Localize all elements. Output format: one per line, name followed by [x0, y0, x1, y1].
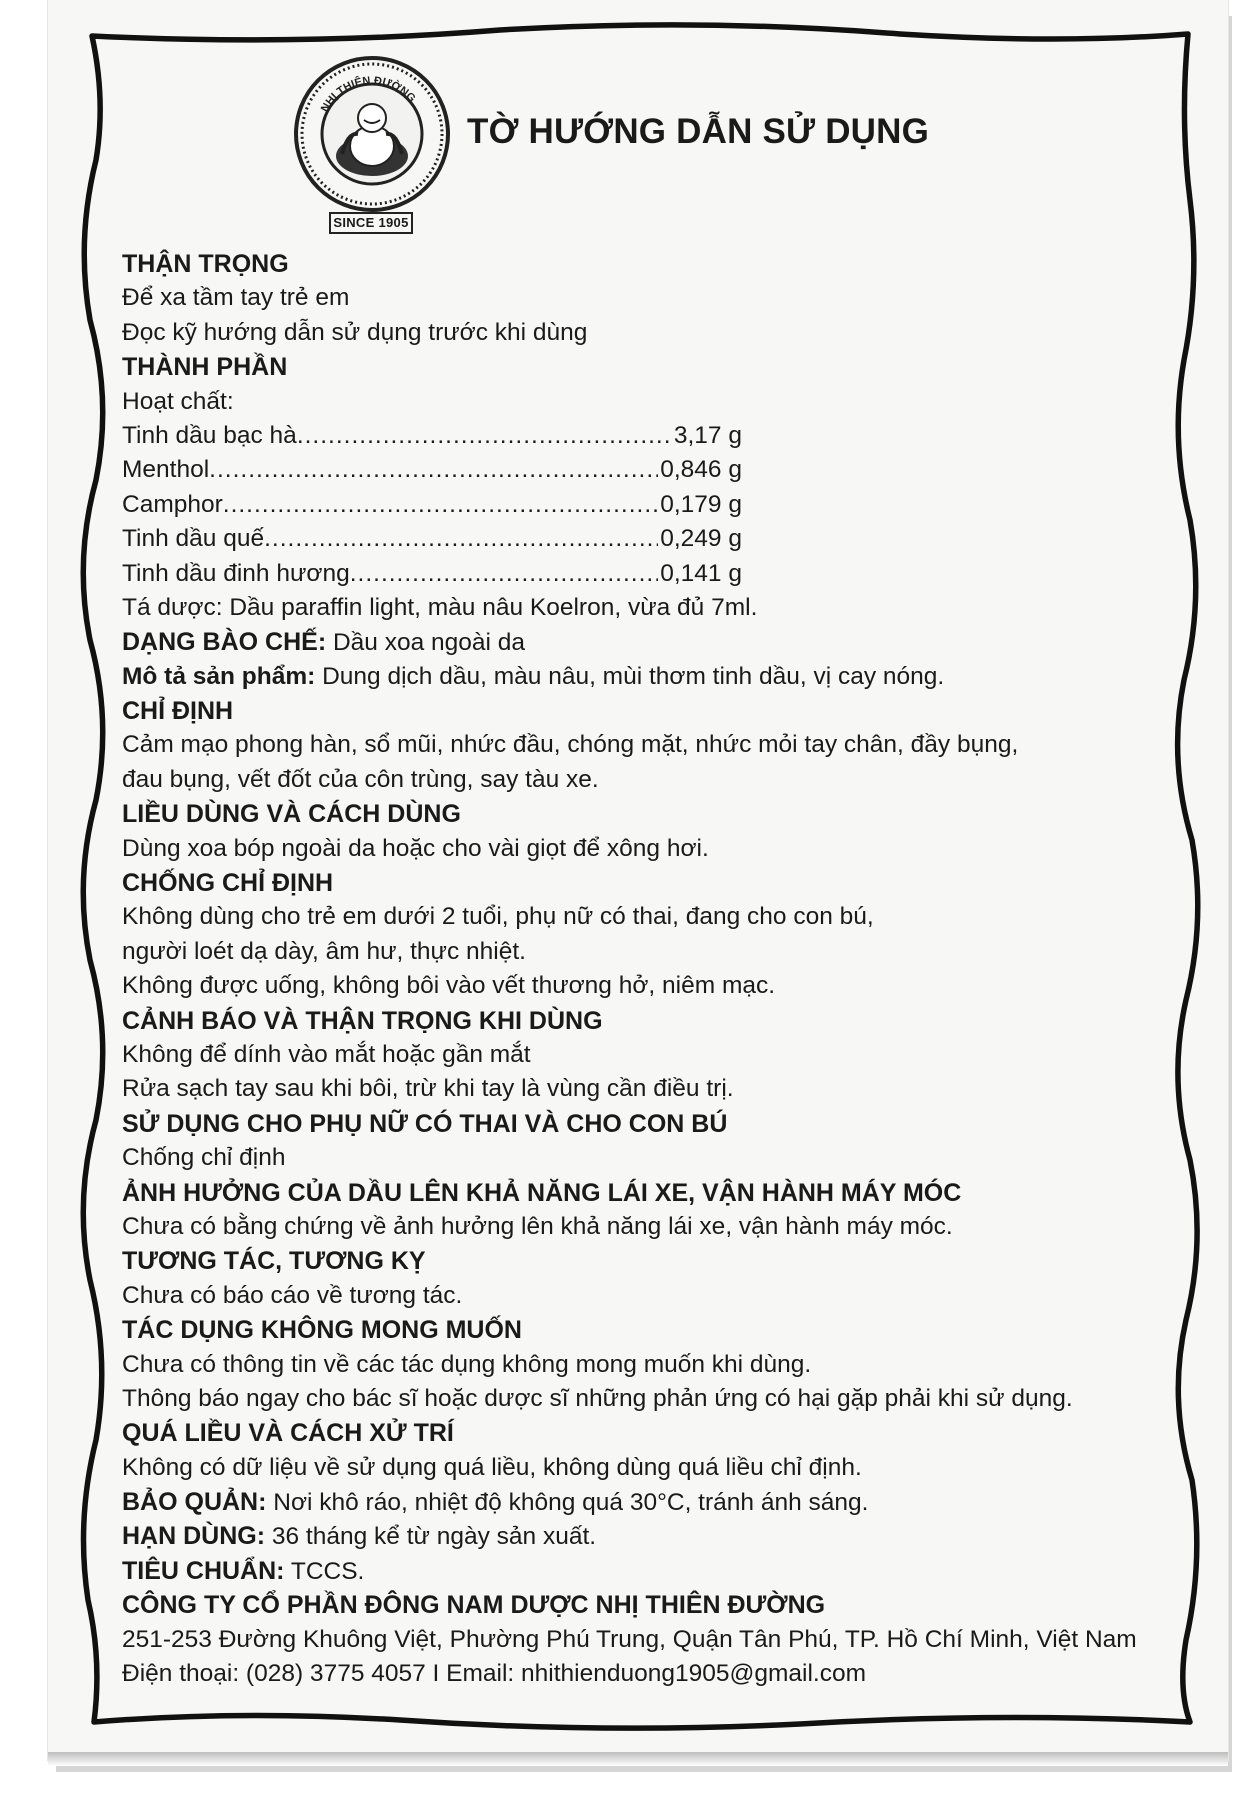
heading-chi-dinh: CHỈ ĐỊNH: [122, 697, 234, 726]
ingredient-name: Menthol: [122, 456, 210, 484]
dot-leader: [223, 488, 658, 522]
active-ingredient-label: Hoạt chất:: [122, 387, 234, 415]
expiry-value: 36 tháng kể từ ngày sản xuất.: [265, 1523, 597, 1551]
text-line: Không có dữ liệu về sử dụng quá liều, không dùng quá liều chỉ định.: [122, 1453, 862, 1481]
dot-leader: [264, 522, 658, 556]
text-line: người loét dạ dày, âm hư, thực nhiệt.: [122, 937, 526, 965]
text-line: đau bụng, vết đốt của côn trùng, say tàu xe.: [122, 765, 599, 793]
logo-text: NHỊ THIÊN ĐƯỜNG: [318, 74, 418, 115]
excipient-line: Tá dược: Dầu paraffin light, màu nâu Koelron, vừa đủ 7ml.: [122, 593, 758, 621]
ingredient-row: [122, 419, 742, 453]
ingredient-amount: 0,846 g: [660, 456, 742, 484]
company-contact: Điện thoại: (028) 3775 4057 I Email: nhithienduong1905@gmail.com: [122, 1660, 867, 1688]
text-line: Rửa sạch tay sau khi bôi, trừ khi tay là vùng cần điều trị.: [122, 1075, 734, 1103]
since-badge: SINCE 1905: [329, 212, 413, 234]
ingredient-amount: 0,141 g: [660, 559, 742, 587]
dosage-form-value: Dầu xoa ngoài da: [326, 629, 526, 657]
text-line: Dùng xoa bóp ngoài da hoặc cho vài giọt để xông hơi.: [122, 834, 709, 862]
ingredient-amount: 3,17 g: [673, 421, 742, 449]
ingredient-row: [122, 557, 742, 591]
ingredient-name: Tinh dầu bạc hà: [122, 421, 297, 449]
ingredient-name: Camphor: [122, 490, 223, 518]
text-line: Không dùng cho trẻ em dưới 2 tuổi, phụ nữ có thai, đang cho con bú,: [122, 903, 874, 931]
dot-leader: [350, 557, 659, 591]
text-line: Không để dính vào mắt hoặc gần mắt: [122, 1040, 531, 1068]
text-line: Thông báo ngay cho bác sĩ hoặc dược sĩ những phản ứng có hại gặp phải khi sử dụng.: [122, 1384, 1073, 1412]
heading-chong-chi-dinh: CHỐNG CHỈ ĐỊNH: [122, 869, 334, 898]
text-line: Chưa có bằng chứng về ảnh hưởng lên khả năng lái xe, vận hành máy móc.: [122, 1212, 953, 1240]
leaflet-body: [122, 247, 1182, 1691]
heading-tac-dung: TÁC DỤNG KHÔNG MONG MUỐN: [122, 1316, 522, 1345]
expiry-label: HẠN DÙNG:: [122, 1522, 266, 1551]
text-line: Đọc kỹ hướng dẫn sử dụng trước khi dùng: [122, 318, 588, 346]
standard-row: [122, 1554, 1182, 1588]
heading-lai-xe: ẢNH HƯỞNG CỦA DẦU LÊN KHẢ NĂNG LÁI XE, VẬN HÀNH MÁY MÓC: [122, 1178, 962, 1207]
ingredient-row: [122, 453, 742, 487]
heading-thanh-phan: THÀNH PHẦN: [122, 353, 288, 382]
storage-label: BẢO QUẢN:: [122, 1488, 267, 1517]
ingredient-name: Tinh dầu quế: [122, 525, 265, 553]
ingredient-name: Tinh dầu đinh hương: [122, 559, 350, 587]
storage-value: Nơi khô ráo, nhiệt độ không quá 30°C, tránh ánh sáng.: [266, 1489, 869, 1517]
dosage-form-label: DẠNG BÀO CHẾ:: [122, 628, 327, 657]
text-line: Chống chỉ định: [122, 1144, 286, 1172]
heading-phu-nu-co-thai: SỬ DỤNG CHO PHỤ NỮ CÓ THAI VÀ CHO CON BÚ: [122, 1109, 728, 1138]
description-row: [122, 660, 1182, 694]
text-line: Chưa có thông tin về các tác dụng không mong muốn khi dùng.: [122, 1350, 812, 1378]
standard-value: TCCS.: [284, 1557, 365, 1585]
storage-row: [122, 1485, 1182, 1519]
expiry-row: [122, 1519, 1182, 1553]
ingredient-amount: 0,179 g: [660, 490, 742, 518]
text-line: Cảm mạo phong hàn, sổ mũi, nhức đầu, chóng mặt, nhức mỏi tay chân, đầy bụng,: [122, 731, 1019, 759]
company-name: CÔNG TY CỔ PHẦN ĐÔNG NAM DƯỢC NHỊ THIÊN ĐƯỜNG: [122, 1591, 826, 1620]
description-label: Mô tả sản phẩm:: [122, 662, 316, 690]
ingredient-row: [122, 522, 742, 556]
text-line: Để xa tầm tay trẻ em: [122, 284, 350, 312]
heading-tuong-tac: TƯƠNG TÁC, TƯƠNG KỴ: [122, 1247, 426, 1276]
dot-leader: [209, 453, 658, 487]
standard-label: TIÊU CHUẨN:: [122, 1556, 285, 1585]
heading-than-trong: THẬN TRỌNG: [122, 250, 289, 278]
heading-lieu-dung: LIỀU DÙNG VÀ CÁCH DÙNG: [122, 800, 461, 829]
company-address: 251-253 Đường Khuông Việt, Phường Phú Trung, Quận Tân Phú, TP. Hồ Chí Minh, Việt Nam: [122, 1625, 1137, 1653]
dosage-form-row: [122, 625, 1182, 659]
ingredient-row: [122, 488, 742, 522]
heading-canh-bao: CẢNH BÁO VÀ THẬN TRỌNG KHI DÙNG: [122, 1006, 603, 1035]
description-value: Dung dịch dầu, màu nâu, mùi thơm tinh dầu, vị cay nóng.: [315, 662, 945, 690]
heading-qua-lieu: QUÁ LIỀU VÀ CÁCH XỬ TRÍ: [122, 1419, 454, 1448]
text-line: Không được uống, không bôi vào vết thương hở, niêm mạc.: [122, 972, 776, 1000]
text-line: Chưa có báo cáo về tương tác.: [122, 1281, 463, 1309]
dot-leader: [297, 419, 672, 453]
page-title: TỜ HƯỚNG DẪN SỬ DỤNG: [467, 112, 930, 151]
ingredient-amount: 0,249 g: [660, 525, 742, 553]
nhi-thien-duong-logo: [292, 54, 452, 214]
